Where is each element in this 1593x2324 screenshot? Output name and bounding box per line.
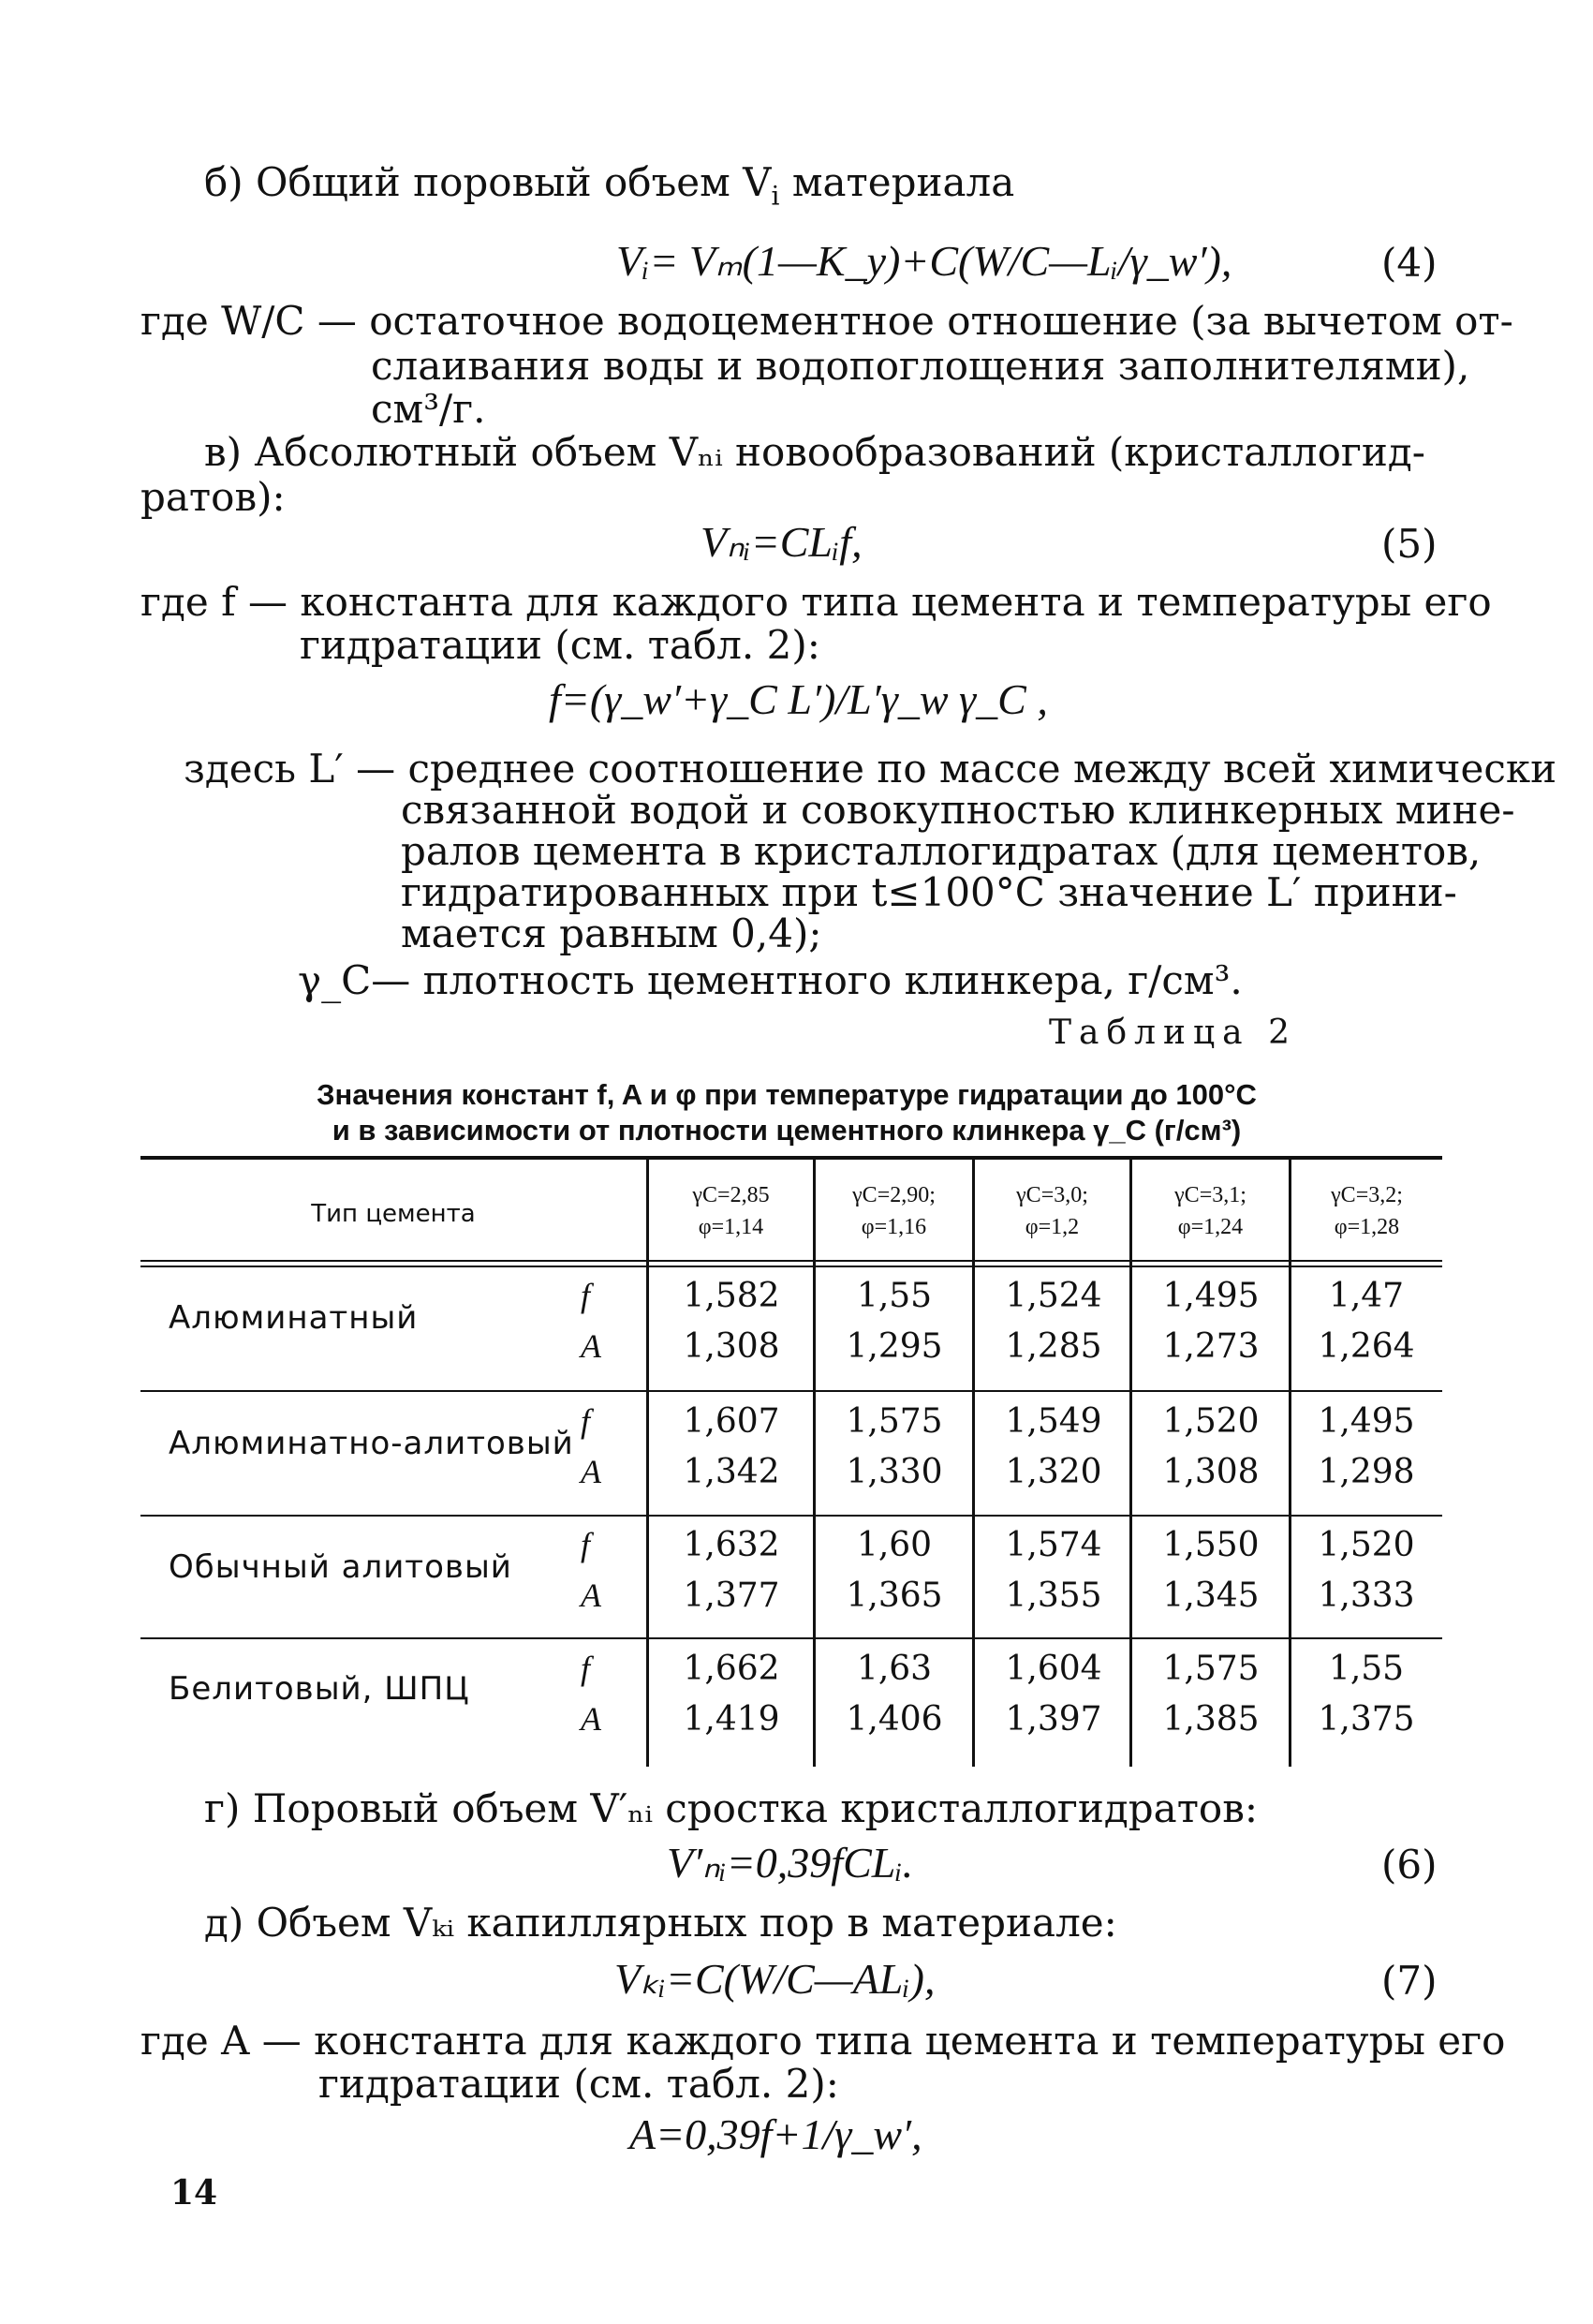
- table-cell: 1,607: [683, 1402, 780, 1441]
- table-cell: 1,320: [1005, 1453, 1102, 1491]
- table-row-a-symbol: A: [581, 1327, 601, 1365]
- table-caption: Таблица 2: [1049, 1014, 1297, 1052]
- table-row-divider: [140, 1637, 1442, 1639]
- item-g-heading: г) Поровый объем V′ₙᵢ сростка кристаллогидратов:: [204, 1785, 1259, 1831]
- item-b-heading: б) Общий поровый объем $V_i$ материала: [204, 159, 1015, 212]
- table-header-phi: φ=1,14: [698, 1215, 764, 1239]
- table-header-gamma: γC=2,85: [692, 1183, 770, 1207]
- table-row-f-symbol: f: [581, 1650, 591, 1687]
- table-header-rule: [140, 1260, 1442, 1262]
- equation-4-number: (4): [1381, 240, 1438, 286]
- table-row-f-symbol: f: [581, 1526, 591, 1563]
- table-cell: 1,582: [683, 1277, 780, 1315]
- where-a-line-1: где A — константа для каждого типа цемента и температуры его: [140, 2018, 1506, 2064]
- here-line-1: здесь L′ — среднее соотношение по массе между всей химически: [184, 746, 1557, 792]
- table-cell: 1,308: [1162, 1453, 1260, 1491]
- table-cell: 1,47: [1328, 1277, 1405, 1315]
- table-top-rule: [140, 1156, 1442, 1160]
- table-cell: 1,406: [846, 1700, 943, 1739]
- table-cell: 1,60: [856, 1526, 933, 1564]
- where-wc-line-2: слаивания воды и водопоглощения заполнителями),: [371, 343, 1470, 389]
- here-line-3: ралов цемента в кристаллогидратах (для цементов,: [401, 828, 1482, 874]
- table-header-gamma: γC=2,90;: [852, 1183, 936, 1207]
- table-cell: 1,345: [1162, 1576, 1260, 1615]
- table-row-type: Алюминатно-алитовый: [169, 1425, 574, 1462]
- table-header-type: Тип цемента: [311, 1200, 476, 1228]
- equation-6-number: (6): [1381, 1842, 1438, 1887]
- table-row-f-symbol: f: [581, 1402, 591, 1440]
- table-cell: 1,549: [1005, 1402, 1102, 1441]
- table-header-phi: φ=1,24: [1177, 1215, 1244, 1239]
- table-header-gamma: γC=3,1;: [1174, 1183, 1246, 1207]
- table-cell: 1,575: [1162, 1650, 1260, 1688]
- table-cell: 1,342: [683, 1453, 780, 1491]
- equation-4: Vᵢ= Vₘ(1—K_y)+C(W/C—Lᵢ/γ_w′),: [616, 237, 1232, 285]
- here-line-4: гидратированных при t≤100°С значение L′ прини-: [401, 869, 1457, 915]
- table-cell: 1,604: [1005, 1650, 1102, 1688]
- where-f-line-2: гидратации (см. табл. 2):: [300, 622, 820, 668]
- table-row-divider: [140, 1390, 1442, 1392]
- equation-5-number: (5): [1381, 521, 1438, 567]
- table-header-phi: φ=1,16: [861, 1215, 927, 1239]
- table-cell: 1,375: [1318, 1700, 1415, 1739]
- table-cell: 1,419: [683, 1700, 780, 1739]
- table-cell: 1,355: [1005, 1576, 1102, 1615]
- table-row-type: Обычный алитовый: [169, 1548, 512, 1586]
- table-cell: 1,295: [846, 1327, 943, 1366]
- equation-f: f=(γ_w′+γ_C L′)/L′γ_w γ_C ,: [549, 675, 1048, 723]
- table-title-line-1: Значения констант f, A и φ при температуре гидратации до 100°С: [317, 1078, 1257, 1111]
- where-wc-line-1: где W/C — остаточное водоцементное отношение (за вычетом от-: [140, 298, 1513, 344]
- table-cell: 1,330: [846, 1453, 943, 1491]
- table-cell: 1,63: [856, 1650, 933, 1688]
- table-cell: 1,574: [1005, 1526, 1102, 1564]
- table-cell: 1,520: [1318, 1526, 1415, 1564]
- here-line-5: мается равным 0,4);: [401, 910, 822, 956]
- table-cell: 1,264: [1318, 1327, 1415, 1366]
- item-v-line-1: в) Абсолютный объем Vₙᵢ новообразований (кристаллогид-: [204, 429, 1425, 475]
- table-row-a-symbol: A: [581, 1700, 601, 1738]
- item-d-heading: д) Объем Vₖᵢ капиллярных пор в материале:: [204, 1900, 1117, 1946]
- table-row-a-symbol: A: [581, 1453, 601, 1490]
- table-cell: 1,662: [683, 1650, 780, 1688]
- here-line-2: связанной водой и совокупностью клинкерных мине-: [401, 787, 1515, 833]
- table-header-rule-double: [140, 1266, 1442, 1267]
- table-cell: 1,495: [1318, 1402, 1415, 1441]
- table-row-type: Белитовый, ШПЦ: [169, 1670, 470, 1708]
- table-cell: 1,495: [1162, 1277, 1260, 1315]
- table-cell: 1,377: [683, 1576, 780, 1615]
- table-header-phi: φ=1,28: [1334, 1215, 1400, 1239]
- table-cell: 1,385: [1162, 1700, 1260, 1739]
- table-row-f-symbol: f: [581, 1277, 591, 1314]
- table-row-a-symbol: A: [581, 1576, 601, 1614]
- table-header-gamma: γC=3,0;: [1016, 1183, 1088, 1207]
- where-wc-line-3: см³/г.: [371, 386, 486, 432]
- item-v-line-2: ратов):: [140, 474, 286, 520]
- equation-7-number: (7): [1381, 1958, 1438, 2004]
- table-header-gamma: γC=3,2;: [1331, 1183, 1403, 1207]
- table-header-phi: φ=1,2: [1025, 1215, 1080, 1239]
- table-cell: 1,365: [846, 1576, 943, 1615]
- table-cell: 1,520: [1162, 1402, 1260, 1441]
- equation-a: A=0,39f+1/γ_w′,: [629, 2110, 922, 2158]
- table-cell: 1,550: [1162, 1526, 1260, 1564]
- table-cell: 1,55: [1328, 1650, 1405, 1688]
- page-number: 14: [170, 2173, 218, 2213]
- equation-5: Vₙᵢ=CLᵢf,: [701, 518, 863, 566]
- table-cell: 1,285: [1005, 1327, 1102, 1366]
- table-title-line-2: и в зависимости от плотности цементного клинкера γ_C (г/см³): [332, 1114, 1242, 1147]
- table-cell: 1,397: [1005, 1700, 1102, 1739]
- equation-7: Vₖᵢ=C(W/C—ALᵢ),: [614, 1955, 936, 2003]
- where-f-line-1: где f — константа для каждого типа цемента и температуры его: [140, 579, 1492, 625]
- table-cell: 1,273: [1162, 1327, 1260, 1366]
- table-cell: 1,298: [1318, 1453, 1415, 1491]
- table-cell: 1,308: [683, 1327, 780, 1366]
- table-cell: 1,632: [683, 1526, 780, 1564]
- equation-6: V′ₙᵢ=0,39fCLᵢ.: [667, 1839, 914, 1887]
- gamma-c-definition: γ_C— плотность цементного клинкера, г/см³.: [298, 957, 1243, 1003]
- table-row-type: Алюминатный: [169, 1299, 419, 1337]
- table-cell: 1,333: [1318, 1576, 1415, 1615]
- table-cell: 1,55: [856, 1277, 933, 1315]
- table-cell: 1,575: [846, 1402, 943, 1441]
- table-column-rule: [646, 1160, 649, 1767]
- where-a-line-2: гидратации (см. табл. 2):: [318, 2061, 839, 2107]
- table-cell: 1,524: [1005, 1277, 1102, 1315]
- table-row-divider: [140, 1515, 1442, 1517]
